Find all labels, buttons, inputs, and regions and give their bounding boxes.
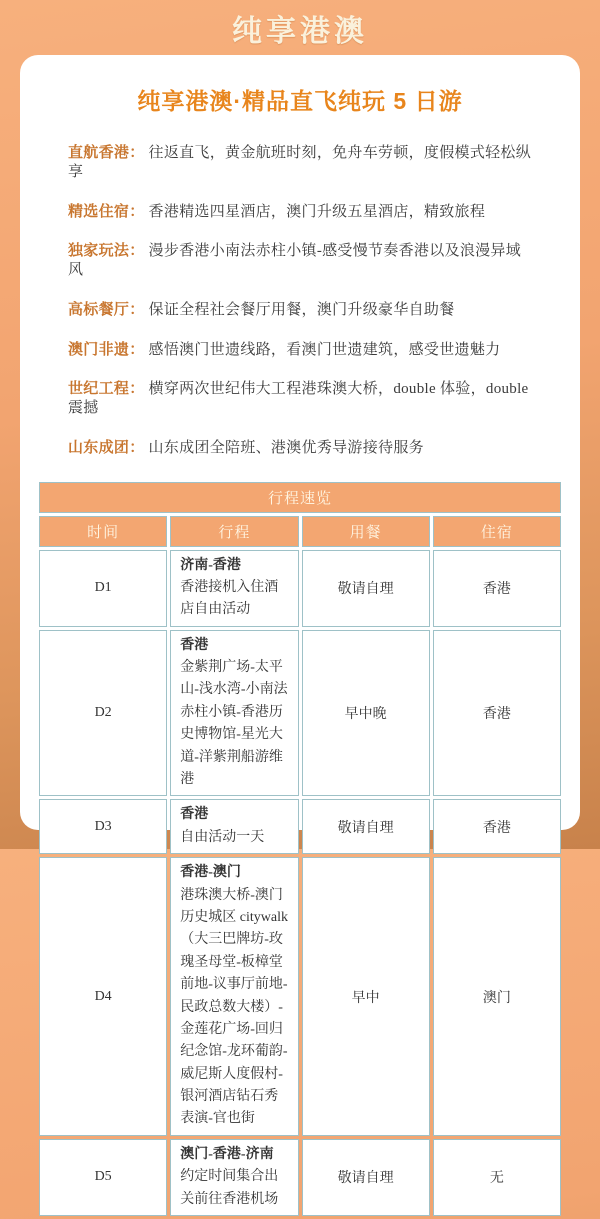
meals-cell: 敬请自理 [302, 1139, 430, 1216]
table-row-d1 [39, 550, 561, 627]
route-detail: 约定时间集合出关前往香港机场 [180, 1166, 288, 1211]
feature-text: 往返直飞，黄金航班时刻，免舟车劳顿，度假模式轻松纵享 [68, 145, 531, 180]
feature-item-macau-heritage [68, 341, 532, 360]
feature-text: 漫步香港小南法赤柱小镇-感受慢节奏香港以及浪漫异域风 [68, 243, 521, 278]
route-title: 香港 [180, 635, 288, 657]
route-cell [170, 857, 298, 1136]
column-header-time: 时间 [39, 516, 167, 547]
table-row-d2 [39, 630, 561, 797]
content-card [20, 55, 580, 830]
table-title: 行程速览 [39, 482, 561, 513]
feature-item-exclusive-play [68, 242, 532, 280]
feature-label: 精选住宿： [68, 204, 145, 220]
feature-item-dining [68, 301, 532, 320]
feature-item-hotels [68, 203, 532, 222]
route-detail: 自由活动一天 [180, 827, 288, 849]
stay-cell: 香港 [433, 550, 561, 627]
stay-cell: 澳门 [433, 857, 561, 1136]
feature-item-shandong-group [68, 439, 532, 458]
column-header-meals: 用餐 [302, 516, 430, 547]
feature-label: 高标餐厅： [68, 302, 145, 318]
feature-text: 保证全程社会餐厅用餐，澳门升级豪华自助餐 [149, 302, 455, 318]
day-cell: D3 [39, 799, 167, 854]
day-cell: D2 [39, 630, 167, 797]
route-title: 澳门-香港-济南 [180, 1144, 288, 1166]
feature-label: 直航香港： [68, 145, 145, 161]
meals-cell: 早中 [302, 857, 430, 1136]
column-header-route: 行程 [170, 516, 298, 547]
route-detail: 金紫荆广场-太平山-浅水湾-小南法赤柱小镇-香港历史博物馆-星光大道-洋紫荆船游维港 [180, 657, 288, 791]
table-title-row [39, 482, 561, 513]
route-title: 济南-香港 [180, 555, 288, 577]
day-cell: D1 [39, 550, 167, 627]
table-row-d4 [39, 857, 561, 1136]
table-row-d3 [39, 799, 561, 854]
feature-list [36, 144, 564, 458]
route-detail: 港珠澳大桥-澳门历史城区 citywalk（大三巴牌坊-玫瑰圣母堂-板樟堂前地-议事厅前地-民政总数大楼）-金莲花广场-回归纪念馆-龙环葡韵-威尼斯人度假村-银河酒店钻石秀表演-官也街 [180, 885, 288, 1131]
meals-cell: 敬请自理 [302, 550, 430, 627]
meals-cell: 早中晚 [302, 630, 430, 797]
feature-text: 横穿两次世纪伟大工程港珠澳大桥，double 体验，double 震撼 [68, 381, 529, 416]
feature-label: 世纪工程： [68, 381, 145, 397]
tour-title: 纯享港澳·精品直飞纯玩 5 日游 [36, 83, 564, 116]
table-row-d5 [39, 1139, 561, 1216]
route-title: 香港 [180, 804, 288, 826]
feature-text: 山东成团全陪班、港澳优秀导游接待服务 [149, 440, 424, 456]
stay-cell: 无 [433, 1139, 561, 1216]
route-cell [170, 630, 298, 797]
feature-label: 独家玩法： [68, 243, 145, 259]
column-header-stay: 住宿 [433, 516, 561, 547]
route-detail: 香港接机入住酒店自由活动 [180, 577, 288, 622]
route-cell [170, 1139, 298, 1216]
feature-item-century-project [68, 380, 532, 418]
stay-cell: 香港 [433, 630, 561, 797]
route-cell [170, 550, 298, 627]
route-title: 香港-澳门 [180, 862, 288, 884]
meals-cell: 敬请自理 [302, 799, 430, 854]
feature-text: 感悟澳门世遗线路，看澳门世遗建筑，感受世遗魅力 [149, 342, 501, 358]
feature-text: 香港精选四星酒店，澳门升级五星酒店，精致旅程 [149, 204, 486, 220]
page-title: 纯享港澳 [0, 0, 600, 55]
route-cell [170, 799, 298, 854]
feature-label: 澳门非遗： [68, 342, 145, 358]
feature-item-direct-flight [68, 144, 532, 182]
feature-label: 山东成团： [68, 440, 145, 456]
table-header-row [39, 516, 561, 547]
stay-cell: 香港 [433, 799, 561, 854]
day-cell: D5 [39, 1139, 167, 1216]
day-cell: D4 [39, 857, 167, 1136]
